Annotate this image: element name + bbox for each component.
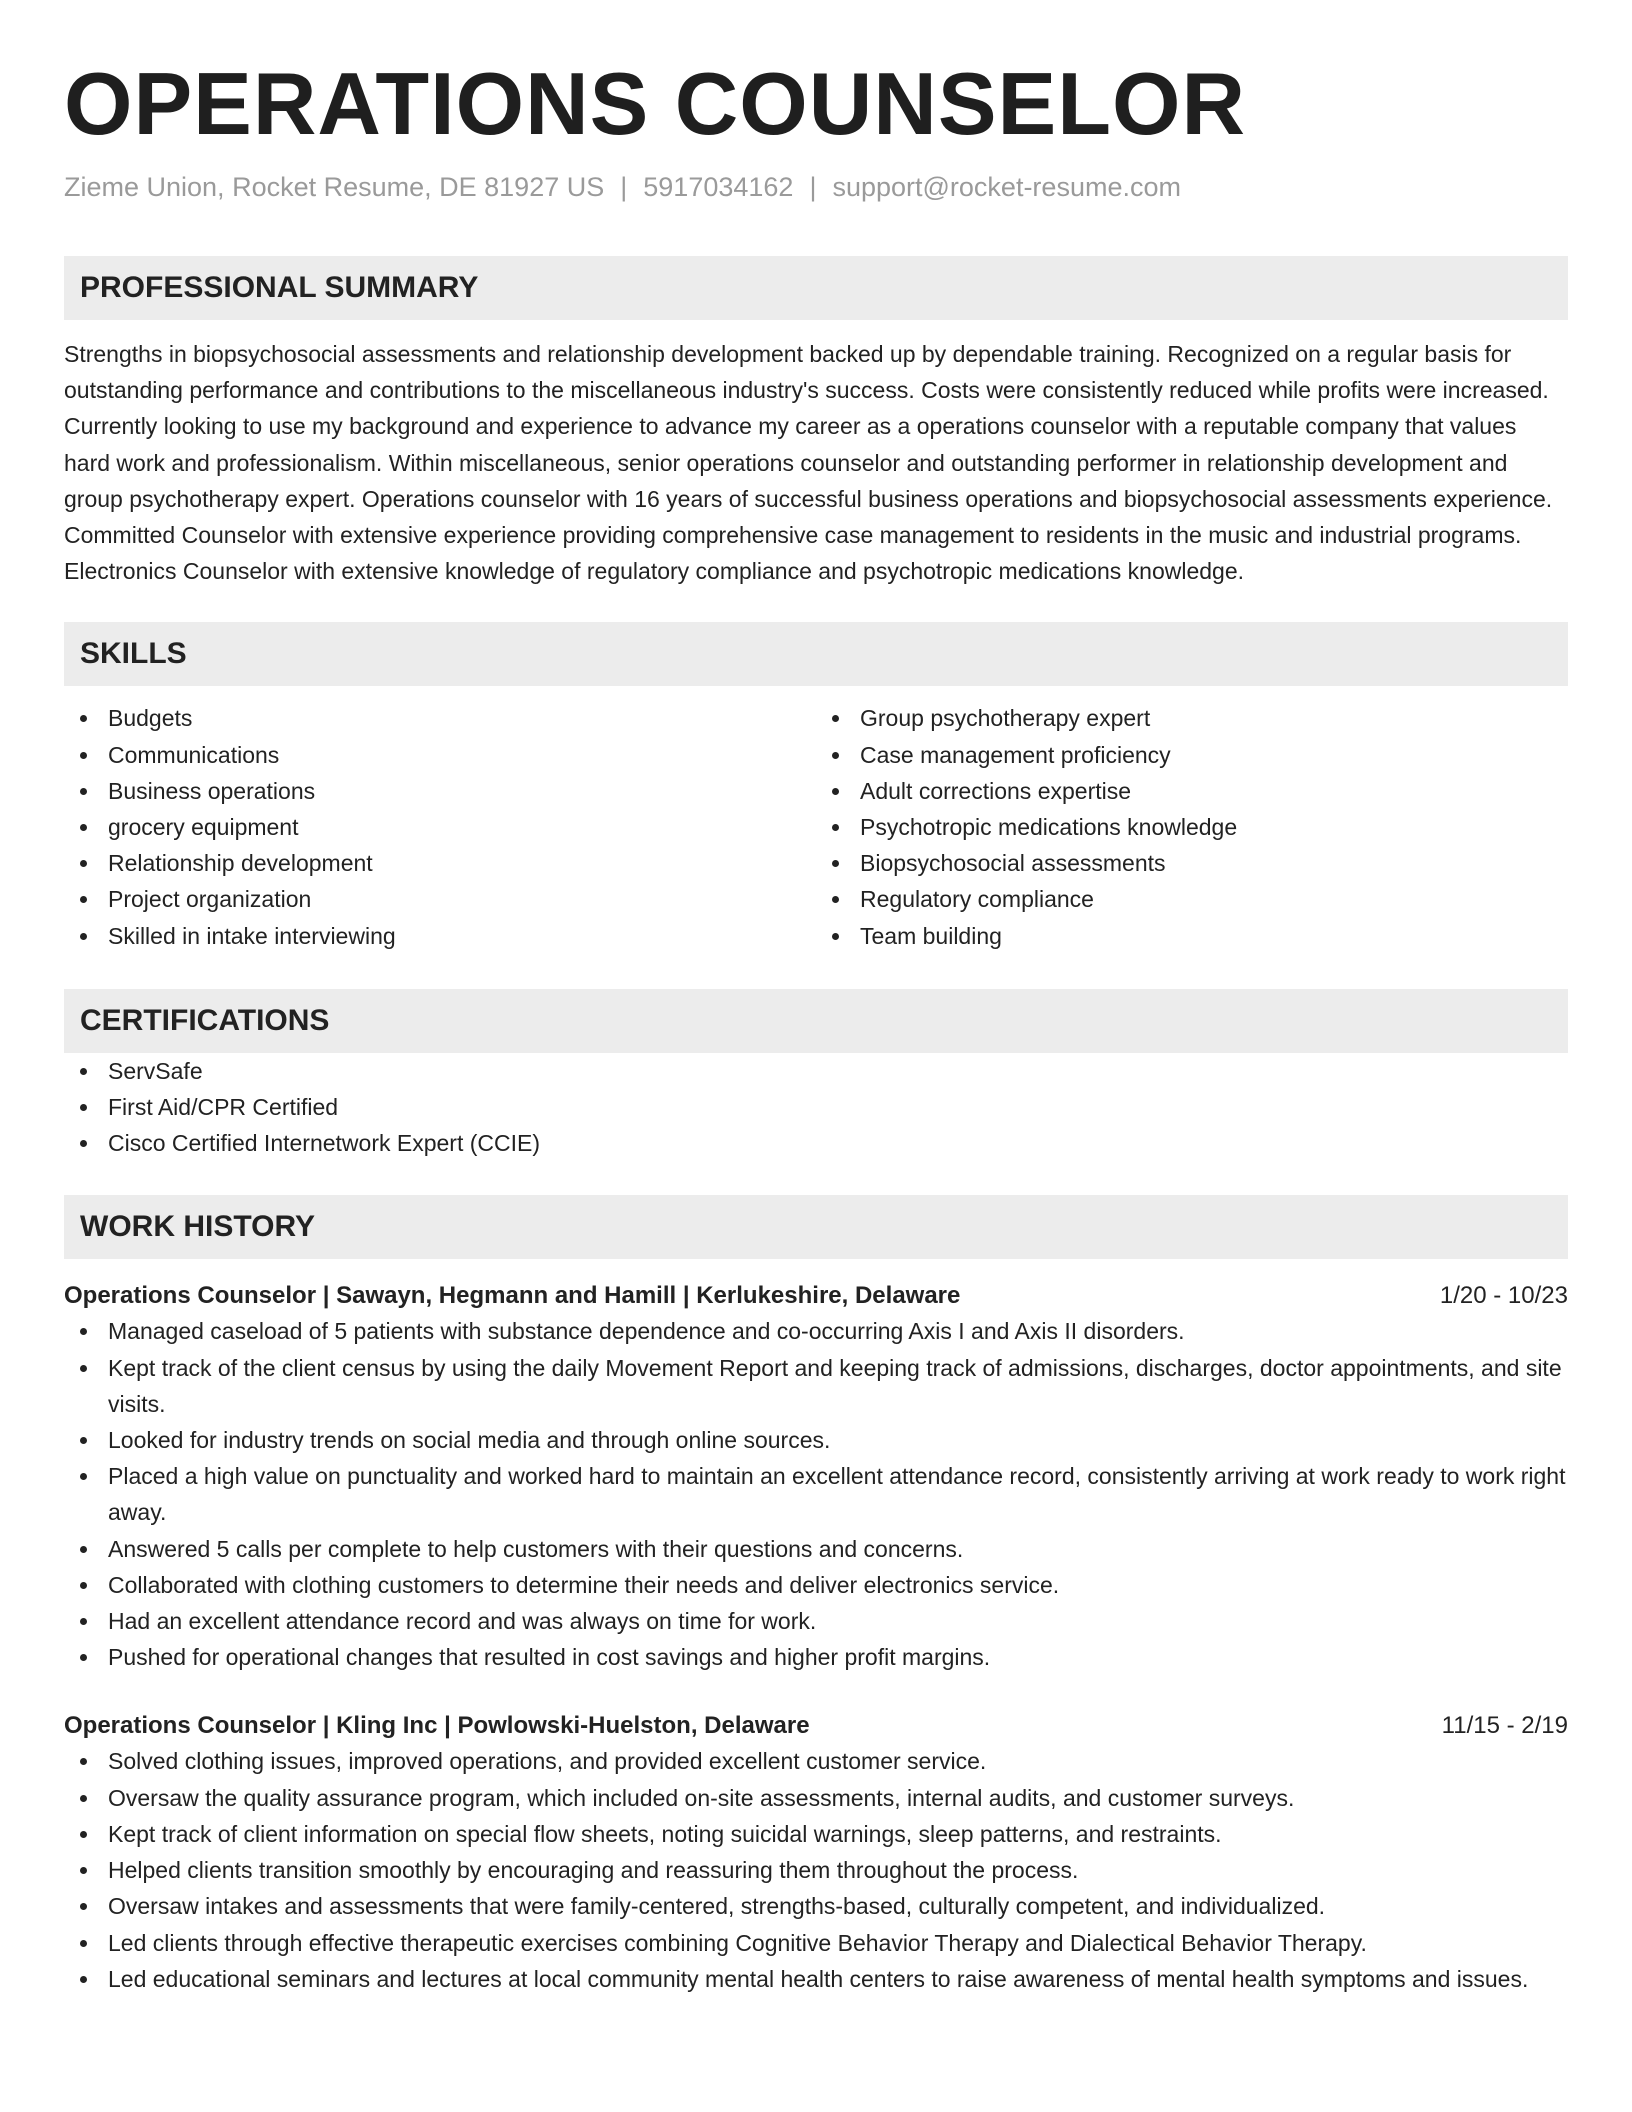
skill-item: Project organization [64, 881, 816, 917]
certification-item: ServSafe [64, 1053, 1568, 1089]
certification-item: First Aid/CPR Certified [64, 1089, 1568, 1125]
job-bullet: Led educational seminars and lectures at local community mental health centers to raise awareness of mental health symptoms and issues. [64, 1961, 1568, 1997]
contact-phone: 5917034162 [643, 172, 794, 202]
contact-address: Zieme Union, Rocket Resume, DE 81927 US [64, 172, 605, 202]
job-bullet: Managed caseload of 5 patients with substance dependence and co-occurring Axis I and Axis II disorders. [64, 1313, 1568, 1349]
job-bullet: Oversaw intakes and assessments that were family-centered, strengths-based, culturally competent, and individualized. [64, 1888, 1568, 1924]
section-header-certifications: CERTIFICATIONS [64, 989, 1568, 1053]
skills-list-left [64, 700, 816, 953]
skills-columns [64, 700, 1568, 953]
job-bullet: Kept track of the client census by using the daily Movement Report and keeping track of admissions, discharges, doctor appointments, and site visits. [64, 1350, 1568, 1422]
work-history-list [64, 1279, 1568, 1996]
candidate-name: OPERATIONS COUNSELOR [64, 54, 1247, 153]
job-bullets [64, 1313, 1568, 1675]
skill-item: Business operations [64, 773, 816, 809]
contact-email: support@rocket-resume.com [832, 172, 1181, 202]
job-bullets [64, 1743, 1568, 1996]
job-bullet: Solved clothing issues, improved operations, and provided excellent customer service. [64, 1743, 1568, 1779]
job-bullet: Collaborated with clothing customers to determine their needs and deliver electronics service. [64, 1567, 1568, 1603]
skill-item: Communications [64, 737, 816, 773]
contact-line [64, 170, 1568, 204]
summary-text: Strengths in biopsychosocial assessments and relationship development backed up by dependable training. Recognized on a regular basis for outstanding performance and contributions to the miscellaneous industry's success. Costs were consistently reduced while profits were increased. Currently looking to use my background and experience to advance my career as a operations counselor with a reputable company that values hard work and professionalism. Within miscellaneous, senior operations counselor and outstanding performer in relationship development and group psychotherapy expert. Operations counselor with 16 years of successful business operations and biopsychosocial assessments experience. Committed Counselor with extensive experience providing comprehensive case management to residents in the music and industrial programs. Electronics Counselor with extensive knowledge of regulatory compliance and psychotropic medications knowledge. [64, 341, 1553, 585]
job-bullet: Had an excellent attendance record and was always on time for work. [64, 1603, 1568, 1639]
section-header-work-history: WORK HISTORY [64, 1195, 1568, 1259]
skill-item: Regulatory compliance [816, 881, 1568, 917]
certifications-list [64, 1053, 1568, 1162]
skill-item: grocery equipment [64, 809, 816, 845]
section-header-skills: SKILLS [64, 622, 1568, 686]
job-entry [64, 1279, 1568, 1675]
job-bullet: Placed a high value on punctuality and worked hard to maintain an excellent attendance record, consistently arriving at work ready to work right away. [64, 1458, 1568, 1530]
skill-item: Team building [816, 918, 1568, 954]
certification-item: Cisco Certified Internetwork Expert (CCIE) [64, 1125, 1568, 1161]
skill-item: Psychotropic medications knowledge [816, 809, 1568, 845]
contact-separator: | [809, 172, 817, 202]
job-title: Operations Counselor | Kling Inc | Powlowski-Huelston, Delaware [64, 1712, 810, 1740]
skill-item: Relationship development [64, 845, 816, 881]
job-bullet: Pushed for operational changes that resulted in cost savings and higher profit margins. [64, 1639, 1568, 1675]
skills-list-right [816, 700, 1568, 953]
skill-item: Biopsychosocial assessments [816, 845, 1568, 881]
job-bullet: Oversaw the quality assurance program, which included on-site assessments, internal audits, and customer surveys. [64, 1780, 1568, 1816]
skill-item: Skilled in intake interviewing [64, 918, 816, 954]
job-bullet: Answered 5 calls per complete to help customers with their questions and concerns. [64, 1531, 1568, 1567]
job-header [64, 1279, 1568, 1313]
job-bullet: Led clients through effective therapeutic exercises combining Cognitive Behavior Therapy and Dialectical Behavior Therapy. [64, 1925, 1568, 1961]
section-header-summary: PROFESSIONAL SUMMARY [64, 256, 1568, 320]
skill-item: Case management proficiency [816, 737, 1568, 773]
job-dates: 11/15 - 2/19 [1441, 1712, 1568, 1740]
job-header [64, 1709, 1568, 1743]
job-bullet: Looked for industry trends on social media and through online sources. [64, 1422, 1568, 1458]
job-bullet: Kept track of client information on special flow sheets, noting suicidal warnings, sleep patterns, and restraints. [64, 1816, 1568, 1852]
contact-separator: | [620, 172, 628, 202]
skill-item: Budgets [64, 700, 816, 736]
job-dates: 1/20 - 10/23 [1439, 1282, 1568, 1310]
skill-item: Group psychotherapy expert [816, 700, 1568, 736]
job-entry [64, 1709, 1568, 1996]
skill-item: Adult corrections expertise [816, 773, 1568, 809]
job-title: Operations Counselor | Sawayn, Hegmann and Hamill | Kerlukeshire, Delaware [64, 1282, 961, 1310]
job-bullet: Helped clients transition smoothly by encouraging and reassuring them throughout the process. [64, 1852, 1568, 1888]
